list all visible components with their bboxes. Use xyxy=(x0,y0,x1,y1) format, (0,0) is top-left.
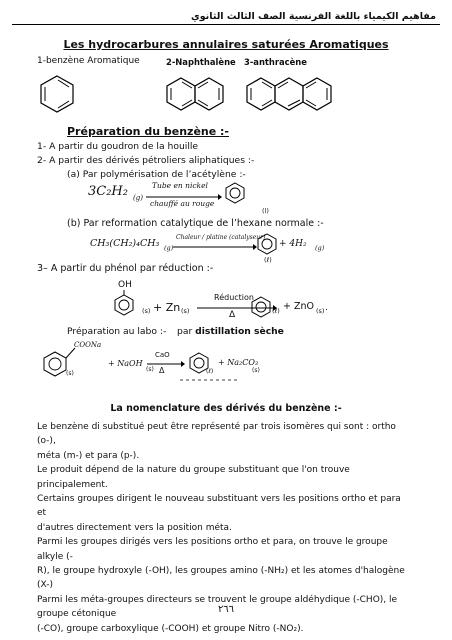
method-2a-label: (a) Par polymérisation de l’acétylène :- xyxy=(67,169,246,180)
nomenclature-line-6: Parmi les groupes dirigés vers les positions ortho et para, on trouve le groupe alkyle (- xyxy=(37,537,388,562)
hexane-formula: CH₃(CH₂)₄CH₃ xyxy=(90,238,160,249)
hydrogen-state: (g) xyxy=(315,244,325,252)
nomenclature-line-9: groupe cétonique xyxy=(37,609,117,620)
naoh-state: (s) xyxy=(146,366,154,373)
reaction-c-period: . xyxy=(325,303,328,313)
nomenclature-line-8: Parmi les méta-groupes directeurs se trouvent le groupe aldéhydique (-CHO), le xyxy=(37,594,398,605)
zinc-oxide-byproduct: + ZnO xyxy=(283,301,314,312)
nomenclature-line-5: d'autres directement vers la position méta. xyxy=(37,522,232,533)
reaction-c-condition-top: Réduction xyxy=(214,293,254,302)
naoh-reactant: + NaOH xyxy=(108,359,143,368)
lab-method xyxy=(177,326,284,337)
header-title: مفاهيم الكيمياء باللغة الفرنسية الصف الثالث الثانوي xyxy=(191,11,436,22)
nomenclature-line-10: (-CO), groupe carboxylique (-COOH) et groupe Nitro (-NO₂). xyxy=(37,623,304,634)
phenol-state: (s) xyxy=(142,307,151,315)
acetylene-state: (g) xyxy=(133,194,143,202)
nomenclature-line-2: méta (m-) et para (p-). xyxy=(37,450,140,461)
page-number: ٢٦٦ xyxy=(217,604,235,615)
naphthalene-label: 2-Naphthalène xyxy=(166,57,236,67)
coona-group: COONa xyxy=(74,341,102,349)
anthracene-structure xyxy=(246,76,332,112)
benzene-product-b-icon xyxy=(256,233,278,255)
phenol-oh-label: OH xyxy=(118,280,132,290)
acetylene-formula: 3C₂H₂ xyxy=(88,184,128,199)
lab-preparation-label: Préparation au labo :- xyxy=(67,326,167,337)
reaction-b-condition: Chaleur / platine (catalyseur) xyxy=(176,234,266,241)
benzene-label: 1-benzène Aromatique xyxy=(37,56,140,66)
zinc-oxide-state: (s) xyxy=(316,307,325,315)
method-1: 1- A partir du goudron de la houille xyxy=(37,141,199,152)
method-2: 2- A partir des dérivés pétroliers aliphatiques :- xyxy=(37,155,255,166)
benzoate-state: (s) xyxy=(66,370,74,377)
benzene-a-state: (l) xyxy=(262,207,269,215)
preparation-title: Préparation du benzène :- xyxy=(67,125,229,138)
benzene-d-state: (ℓ) xyxy=(206,368,214,375)
main-title: Les hydrocarbures annulaires saturées Aromatiques xyxy=(63,38,389,51)
hydrogen-byproduct: + 4H₂ xyxy=(279,239,307,249)
underline-dashes xyxy=(180,378,240,382)
method-3: 3– A partir du phénol par réduction :- xyxy=(37,263,214,274)
lab-method-bold: distillation sèche xyxy=(195,326,284,337)
nomenclature-line-7: R), le groupe hydroxyle (-OH), les groupes amino (-NH₂) et les atomes d'halogène (X-) xyxy=(37,566,405,591)
benzene-b-state: (ℓ) xyxy=(264,256,272,264)
naphthalene-structure xyxy=(166,76,226,112)
zinc-state: (s) xyxy=(181,307,190,315)
benzene-structure xyxy=(37,74,77,114)
sodium-carbonate-byproduct: + Na₂CO₃ xyxy=(218,358,259,367)
benzene-product-a-icon xyxy=(224,182,246,204)
reaction-d-condition-top: CaO xyxy=(155,351,170,359)
nomenclature-line-1: Le benzène di substitué peut être représenté par trois isomères qui sont : ortho (o-), xyxy=(37,422,396,447)
reaction-d-arrow xyxy=(147,360,185,368)
reaction-a-condition-bottom: chauffé au rouge xyxy=(150,199,215,208)
phenol-structure xyxy=(113,290,135,316)
reaction-c-condition-bottom: Δ xyxy=(229,310,236,320)
sodium-carbonate-state: (s) xyxy=(252,367,260,374)
hexane-state: (g) xyxy=(164,244,174,252)
reaction-d-condition-bottom: Δ xyxy=(159,366,165,375)
benzene-c-state: (ℓ) xyxy=(272,307,280,315)
header-divider xyxy=(12,24,440,25)
lab-method-prefix: par xyxy=(177,326,196,337)
nomenclature-line-3: Le produit dépend de la nature du groupe substituant que l'on trouve principalement. xyxy=(37,465,350,490)
reaction-b-arrow xyxy=(173,243,257,251)
reaction-a-condition-top: Tube en nickel xyxy=(152,181,208,190)
benzene-product-c-icon xyxy=(250,296,272,318)
method-2b-label: (b) Par reformation catalytique de l’hexane normale :- xyxy=(67,218,324,229)
zinc-reactant: + Zn xyxy=(153,301,181,314)
nomenclature-title: La nomenclature des dérivés du benzène :- xyxy=(110,403,342,414)
anthracene-label: 3-anthracène xyxy=(244,57,307,67)
nomenclature-line-4: Certains groupes dirigent le nouveau substituant vers les positions ortho et para et xyxy=(37,494,401,519)
